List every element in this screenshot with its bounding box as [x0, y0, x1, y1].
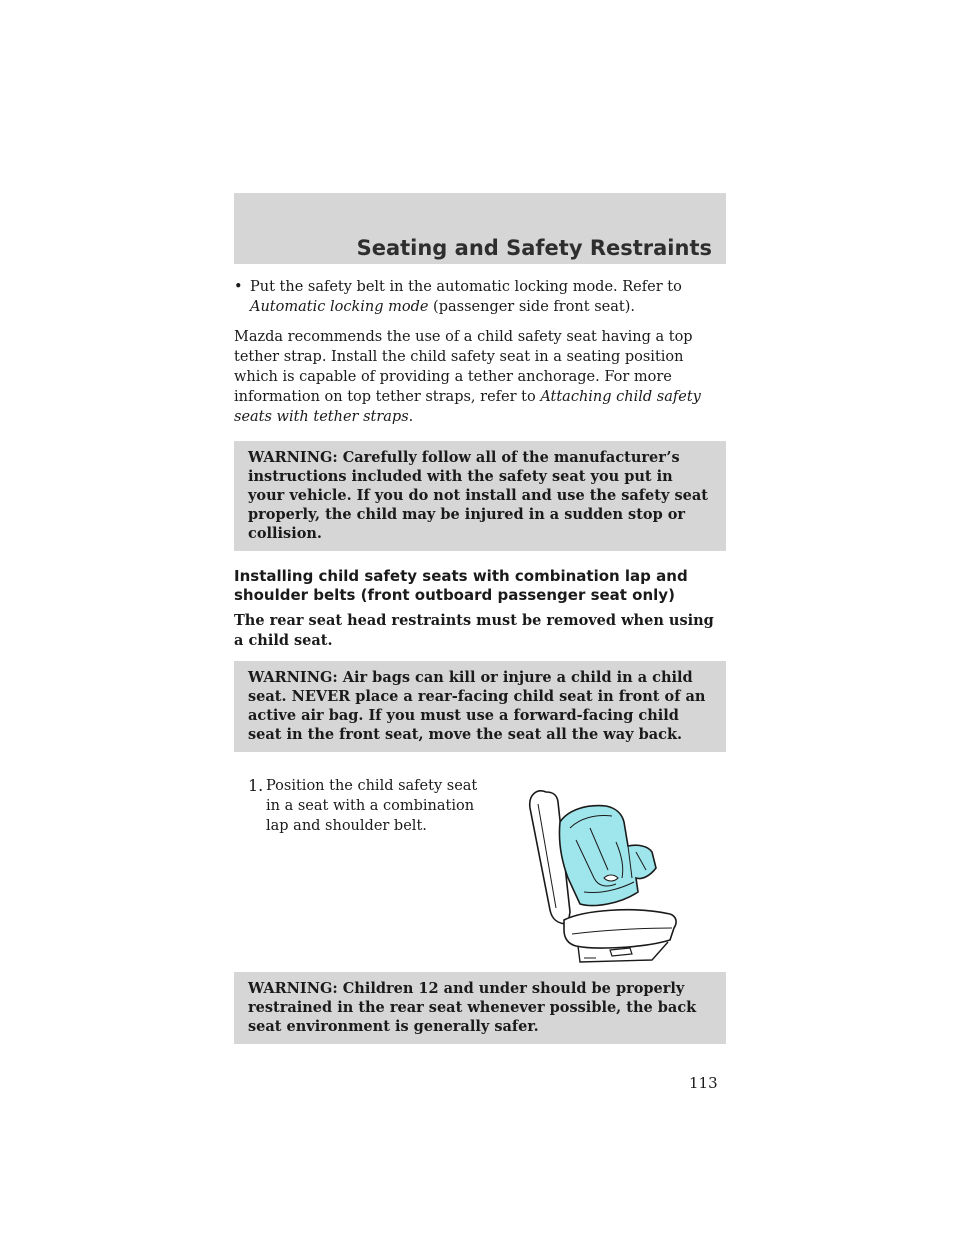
warning-text: WARNING: Air bags can kill or injure a child in a child seat. NEVER place a rear-facing child seat in front of an active air bag. If you must use a forward-facing child seat in the front seat, move the seat all the way back. [248, 669, 706, 743]
page-content [234, 277, 726, 1060]
crossref-automatic-locking-mode: Automatic locking mode [250, 299, 429, 315]
body-paragraph [234, 327, 726, 427]
bullet-item [234, 277, 726, 317]
warning-text: WARNING: Carefully follow all of the manufacturer’s instructions included with the safety seat you put in your vehicle. If you do not install and use the safety seat properly, the child may be injured in a sudden stop or collision. [248, 449, 708, 542]
page-number: 113 [689, 1074, 718, 1092]
step-text-block [234, 776, 480, 836]
child-seat-illustration [524, 782, 684, 966]
paragraph-end: . [408, 409, 414, 425]
bold-note: The rear seat head restraints must be removed when using a child seat. [234, 612, 714, 649]
warning-box [234, 661, 726, 752]
step-number: 1. [248, 776, 264, 795]
header-band [234, 193, 726, 264]
bullet-symbol: • [234, 279, 243, 295]
paragraph-text: Mazda recommends the use of a child safety seat having a top tether strap. Install the child safety seat in a seating position which is capable of providing a tether anchorage. For more information on top tether straps, refer to [234, 329, 693, 405]
child-seat-shell [559, 806, 656, 906]
step-1 [234, 776, 726, 966]
step-text: Position the child safety seat in a seat with a combination lap and shoulder belt. [266, 778, 478, 834]
warning-box [234, 972, 726, 1044]
subheading: Installing child safety seats with combination lap and shoulder belts (front outboard passenger seat only) [234, 567, 688, 604]
bullet-text-end: (passenger side front seat). [428, 299, 635, 315]
warning-box [234, 441, 726, 551]
bullet-text: Put the safety belt in the automatic locking mode. Refer to [250, 279, 682, 295]
section-title: Seating and Safety Restraints [356, 236, 712, 260]
warning-text: WARNING: Children 12 and under should be properly restrained in the rear seat whenever possible, the back seat environment is generally safer. [248, 980, 697, 1035]
crossref-tether-straps: Attaching child safety seats with tether straps [234, 389, 701, 425]
